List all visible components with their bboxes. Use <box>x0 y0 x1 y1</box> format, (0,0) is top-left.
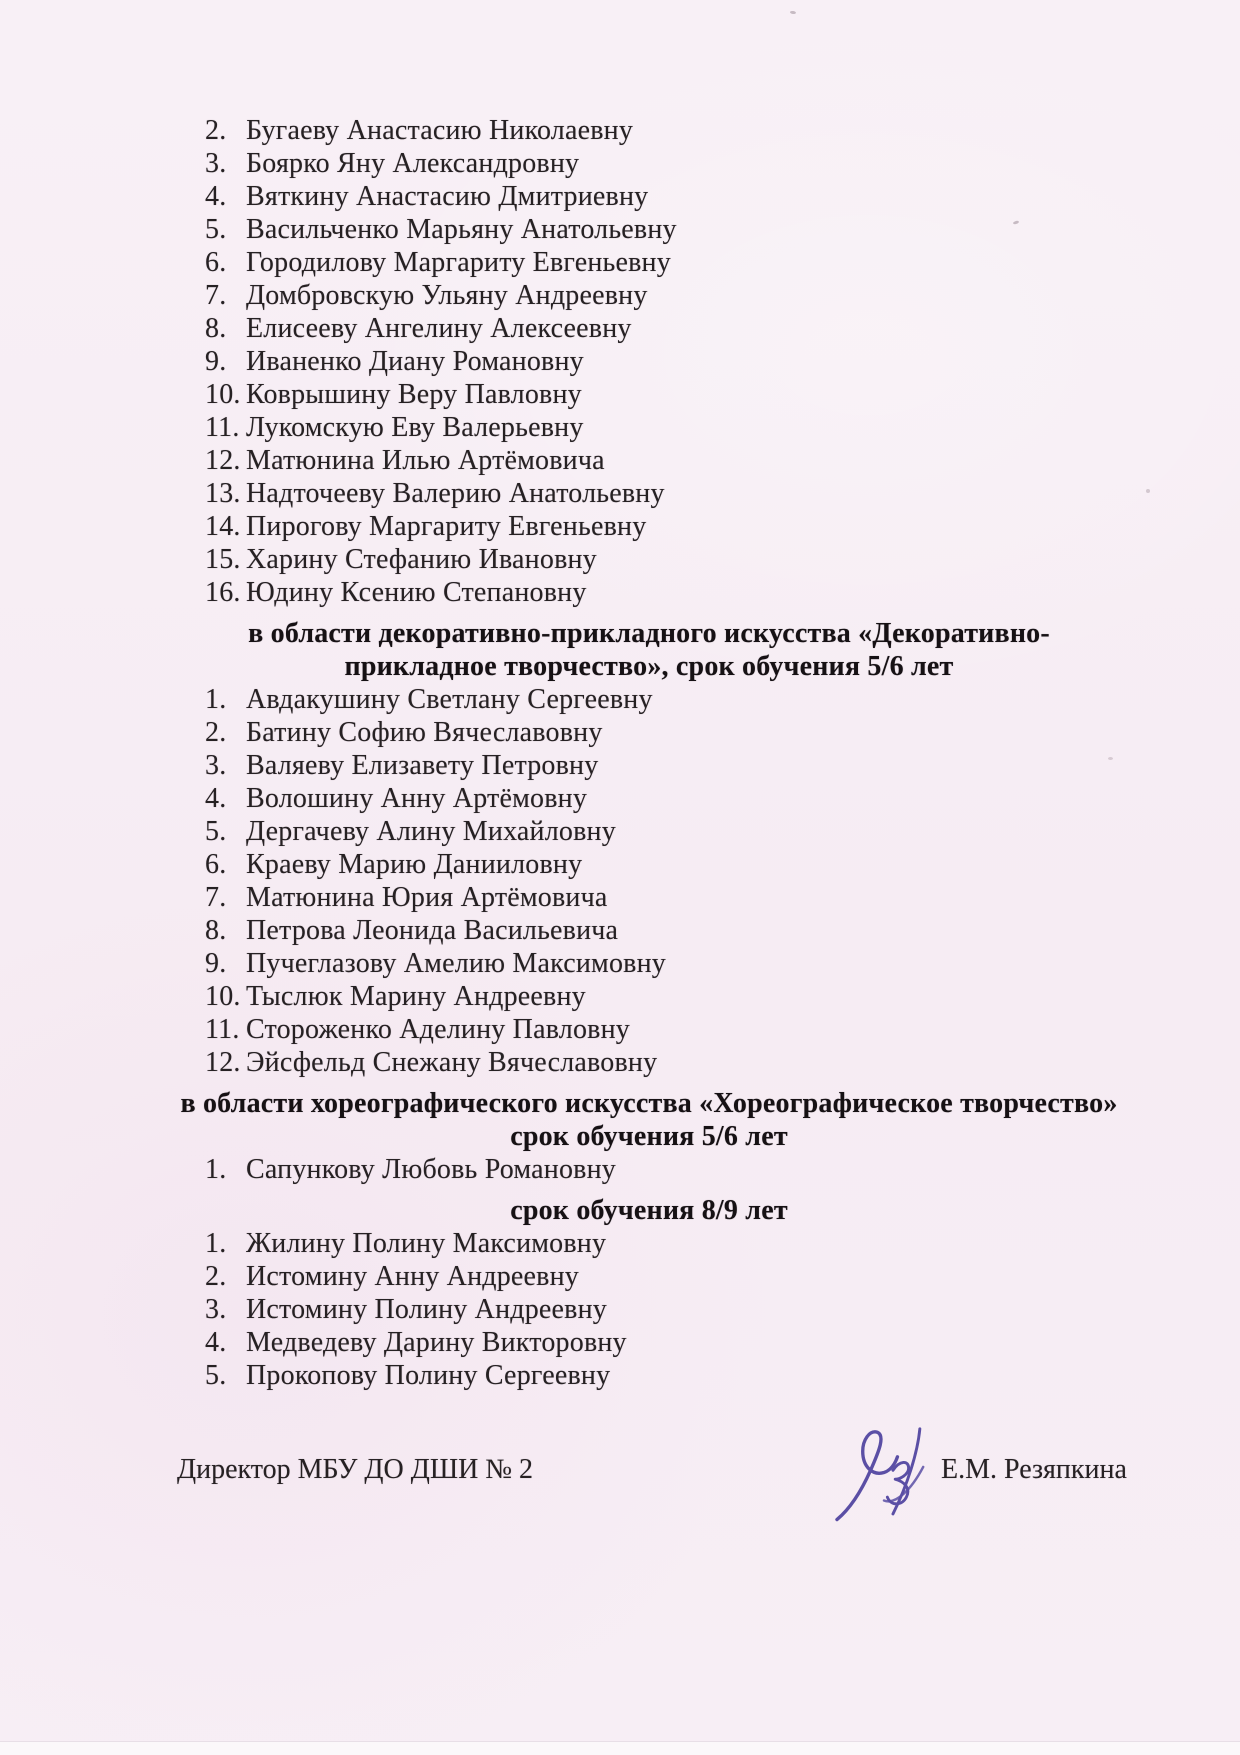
list-item-number: 15. <box>205 544 241 575</box>
list-item <box>205 1293 1240 1326</box>
list-item-number: 9. <box>205 948 227 979</box>
scan-edge <box>0 1741 1240 1755</box>
list-item-number: 3. <box>205 1294 227 1325</box>
student-name: Волошину Анну Артёмовну <box>246 783 588 814</box>
list-item <box>205 411 1240 444</box>
section-heading-line: прикладное творчество», срок обучения 5/6 лет <box>344 651 954 682</box>
list-item <box>205 815 1240 848</box>
student-name: Надточееву Валерию Анатольевну <box>246 478 665 509</box>
list-item-number: 3. <box>205 148 227 179</box>
list-item-number: 2. <box>205 1261 227 1292</box>
section-heading-line: в области хореографического искусства «Хореографическое творчество» <box>180 1088 1118 1119</box>
student-name: Валяеву Елизавету Петровну <box>246 750 599 781</box>
list-item-number: 8. <box>205 313 227 344</box>
list-item-number: 7. <box>205 280 227 311</box>
list-item-number: 9. <box>205 346 227 377</box>
list-item <box>205 180 1240 213</box>
section-heading-line: в области декоративно-прикладного искусства «Декоративно- <box>248 618 1050 649</box>
list-item <box>205 1260 1240 1293</box>
list-item <box>205 213 1240 246</box>
section-heading-line: срок обучения 5/6 лет <box>510 1121 788 1152</box>
student-name: Истомину Анну Андреевну <box>246 1261 579 1292</box>
list-item <box>205 312 1240 345</box>
list-item-number: 10. <box>205 981 241 1012</box>
list-item-number: 4. <box>205 1327 227 1358</box>
list-item-number: 8. <box>205 915 227 946</box>
list-item <box>205 576 1240 609</box>
list-item <box>205 345 1240 378</box>
student-name: Жилину Полину Максимовну <box>246 1228 607 1259</box>
list-item-number: 4. <box>205 181 227 212</box>
student-name: Вяткину Анастасию Дмитриевну <box>246 181 649 212</box>
student-name: Пучеглазову Амелию Максимовну <box>246 948 666 979</box>
student-name: Иваненко Диану Романовну <box>246 346 584 377</box>
student-name: Елисееву Ангелину Алексеевну <box>246 313 632 344</box>
student-name: Лукомскую Еву Валерьевну <box>246 412 584 443</box>
list-item <box>205 510 1240 543</box>
list-item <box>205 114 1240 147</box>
list-item <box>205 782 1240 815</box>
student-name: Авдакушину Светлану Сергеевну <box>246 684 653 715</box>
student-name: Боярко Яну Александровну <box>246 148 580 179</box>
student-name: Тыслюк Марину Андреевну <box>246 981 586 1012</box>
list-item <box>205 378 1240 411</box>
list-item-number: 1. <box>205 1228 227 1259</box>
list-item <box>205 1326 1240 1359</box>
section-heading-line: срок обучения 8/9 лет <box>510 1195 788 1226</box>
student-name: Эйсфельд Снежану Вячеславовну <box>246 1047 658 1078</box>
scan-speck <box>1108 757 1113 760</box>
list-item-number: 3. <box>205 750 227 781</box>
student-name: Стороженко Аделину Павловну <box>246 1014 630 1045</box>
list-item-number: 1. <box>205 684 227 715</box>
student-name: Городилову Маргариту Евгеньевну <box>246 247 671 278</box>
student-name: Васильченко Марьяну Анатольевну <box>246 214 677 245</box>
list-item <box>205 279 1240 312</box>
list-item <box>205 683 1240 716</box>
student-name: Батину Софию Вячеславовну <box>246 717 603 748</box>
list-item <box>205 1227 1240 1260</box>
list-item-number: 2. <box>205 115 227 146</box>
list-item-number: 1. <box>205 1154 227 1185</box>
signature-icon <box>828 1421 940 1533</box>
list-item-number: 6. <box>205 247 227 278</box>
list-item-number: 7. <box>205 882 227 913</box>
student-name: Истомину Полину Андреевну <box>246 1294 607 1325</box>
student-name: Матюнина Илью Артёмовича <box>246 445 605 476</box>
list-item-number: 5. <box>205 214 227 245</box>
list-item-number: 12. <box>205 1047 241 1078</box>
list-item-number: 2. <box>205 717 227 748</box>
list-item <box>205 749 1240 782</box>
student-name: Юдину Ксению Степановну <box>246 577 587 608</box>
student-name: Прокопову Полину Сергеевну <box>246 1360 611 1391</box>
list-item <box>205 947 1240 980</box>
signature-block <box>0 1443 1240 1563</box>
director-name: Е.М. Резяпкина <box>941 1454 1127 1485</box>
scan-speck <box>1146 489 1150 493</box>
student-name: Краеву Марию Данииловну <box>246 849 583 880</box>
student-name: Медведеву Дарину Викторовну <box>246 1327 627 1358</box>
student-name: Матюнина Юрия Артёмовича <box>246 882 608 913</box>
list-item-number: 5. <box>205 816 227 847</box>
list-item <box>205 543 1240 576</box>
student-name: Дергачеву Алину Михайловну <box>246 816 616 847</box>
list-item <box>205 881 1240 914</box>
student-name: Бугаеву Анастасию Николаевну <box>246 115 634 146</box>
list-item-number: 16. <box>205 577 241 608</box>
list-item <box>205 1046 1240 1079</box>
list-item <box>205 980 1240 1013</box>
list-item <box>205 1359 1240 1392</box>
list-item-number: 11. <box>205 1014 240 1045</box>
list-item-number: 6. <box>205 849 227 880</box>
list-item-number: 12. <box>205 445 241 476</box>
list-item-number: 11. <box>205 412 240 443</box>
student-name: Сапункову Любовь Романовну <box>246 1154 616 1185</box>
list-item-number: 5. <box>205 1360 227 1391</box>
list-item <box>205 147 1240 180</box>
list-item-number: 13. <box>205 478 241 509</box>
list-item <box>205 848 1240 881</box>
list-item <box>205 914 1240 947</box>
list-item <box>205 1013 1240 1046</box>
list-item-number: 10. <box>205 379 241 410</box>
director-title: Директор МБУ ДО ДШИ № 2 <box>177 1454 534 1485</box>
list-item-number: 14. <box>205 511 241 542</box>
student-name: Домбровскую Ульяну Андреевну <box>246 280 648 311</box>
list-item <box>205 444 1240 477</box>
student-name: Харину Стефанию Ивановну <box>246 544 597 575</box>
student-name: Коврышину Веру Павловну <box>246 379 582 410</box>
list-item-number: 4. <box>205 783 227 814</box>
student-name: Петрова Леонида Васильевича <box>246 915 619 946</box>
list-item <box>205 246 1240 279</box>
student-name: Пирогову Маргариту Евгеньевну <box>246 511 647 542</box>
list-item <box>205 716 1240 749</box>
list-item <box>205 1153 1240 1186</box>
list-item <box>205 477 1240 510</box>
